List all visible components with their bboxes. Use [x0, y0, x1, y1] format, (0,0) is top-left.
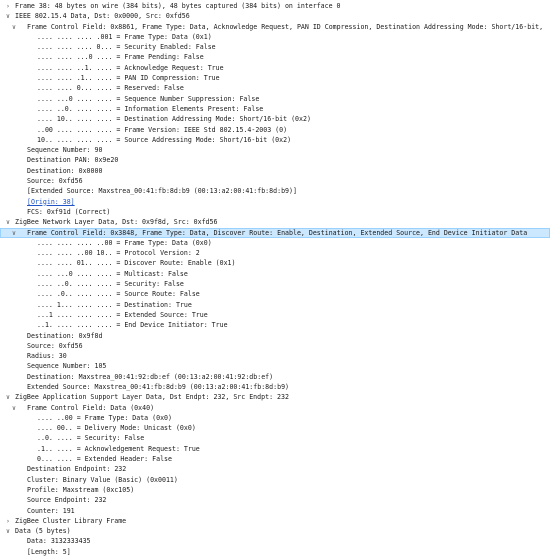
tree-row[interactable] [0, 197, 550, 207]
tree-row[interactable] [0, 320, 550, 330]
tree-row-text: .... .... .... .001 = Frame Type: Data (0x1) [37, 32, 212, 41]
tree-row-text: ZigBee Application Support Layer Data, Dst Endpt: 232, Src Endpt: 232 [15, 393, 289, 402]
tree-row-text: .1.. .... = Acknowledgement Request: True [37, 444, 200, 453]
tree-row[interactable] [0, 94, 550, 104]
tree-row-text: Sequence Number: 90 [27, 146, 103, 155]
tree-row-text: .... .... .... 0... = Security Enabled: False [37, 43, 216, 52]
tree-row[interactable] [0, 42, 550, 52]
tree-row-text: Profile: Maxstream (0xc105) [27, 485, 135, 494]
tree-row[interactable] [0, 423, 550, 433]
packet-details-tree [0, 1, 550, 557]
tree-row-text: .... .... 01.. .... = Discover Route: Enable (0x1) [37, 259, 236, 268]
tree-row-text: .... ...0 .... .... = Sequence Number Suppression: False [37, 94, 260, 103]
tree-row-text: Data (5 bytes) [15, 527, 71, 536]
tree-row-text: Destination: Maxstrea_00:41:92:db:ef (00:13:a2:00:41:92:db:ef) [27, 372, 274, 381]
tree-row-text: [Extended Source: Maxstrea_00:41:fb:8d:b9 (00:13:a2:00:41:fb:8d:b9)] [27, 187, 297, 196]
tree-row[interactable] [0, 279, 550, 289]
tree-row[interactable] [0, 104, 550, 114]
tree-row-text: ..00 .... .... .... = Frame Version: IEEE Std 802.15.4-2003 (0) [37, 125, 288, 134]
tree-row[interactable] [0, 125, 550, 135]
chevron-down-icon[interactable]: ∨ [6, 527, 10, 536]
tree-row-text: ZigBee Network Layer Data, Dst: 0x9f8d, Src: 0xfd56 [15, 218, 218, 227]
tree-row-text: Destination: 0x0000 [27, 166, 103, 175]
chevron-down-icon[interactable]: ∨ [6, 12, 10, 21]
tree-row[interactable] [0, 341, 550, 351]
tree-row[interactable] [0, 413, 550, 423]
tree-row[interactable] [0, 73, 550, 83]
tree-row[interactable] [0, 258, 550, 268]
tree-row-text: Cluster: Binary Value (Basic) (0x0011) [27, 475, 178, 484]
tree-row[interactable] [0, 454, 550, 464]
tree-row-text: Radius: 30 [27, 352, 67, 361]
tree-row[interactable] [0, 155, 550, 165]
tree-row[interactable] [0, 228, 550, 238]
tree-row-text: .... 00.. = Delivery Mode: Unicast (0x0) [37, 424, 196, 433]
tree-row[interactable] [0, 217, 550, 227]
tree-row[interactable] [0, 495, 550, 505]
tree-row[interactable] [0, 207, 550, 217]
chevron-down-icon[interactable]: ∨ [6, 393, 10, 402]
tree-row[interactable] [0, 114, 550, 124]
tree-row-text: Frame Control Field: 0x3848, Frame Type: Data, Discover Route: Enable, Destination, Extended Source, End Device Initiator Data [27, 228, 528, 237]
tree-row[interactable] [0, 269, 550, 279]
tree-row-text: ...1 .... .... .... = Extended Source: True [37, 310, 208, 319]
tree-row[interactable] [0, 300, 550, 310]
chevron-down-icon[interactable]: ∨ [12, 228, 16, 237]
tree-row-text: .... .... ..1. .... = Acknowledge Request: True [37, 63, 224, 72]
tree-row-text: Sequence Number: 105 [27, 362, 107, 371]
tree-row-text: .... .... ...0 .... = Frame Pending: False [37, 53, 204, 62]
origin-link[interactable]: [Origin: 38] [27, 197, 75, 206]
tree-row[interactable] [0, 382, 550, 392]
tree-row[interactable] [0, 186, 550, 196]
tree-row[interactable] [0, 135, 550, 145]
tree-row-text: ..1. .... .... .... = End Device Initiator: True [37, 321, 228, 330]
tree-row[interactable] [0, 372, 550, 382]
chevron-down-icon[interactable]: ∨ [12, 403, 16, 412]
tree-row-text: .... ...0 .... .... = Multicast: False [37, 269, 188, 278]
tree-row-text: Frame 38: 48 bytes on wire (384 bits), 48 bytes captured (384 bits) on interface 0 [15, 2, 341, 10]
tree-row[interactable] [0, 248, 550, 258]
tree-row[interactable] [0, 392, 550, 402]
tree-row-text: .... .... .1.. .... = PAN ID Compression: True [37, 74, 220, 83]
tree-row-text: .... ..0. .... .... = Security: False [37, 280, 184, 289]
tree-row[interactable] [0, 444, 550, 454]
tree-row[interactable] [0, 63, 550, 73]
tree-row-text: .... .... 0... .... = Reserved: False [37, 84, 184, 93]
tree-row[interactable] [0, 176, 550, 186]
tree-row[interactable] [0, 526, 550, 536]
tree-row[interactable] [0, 145, 550, 155]
tree-row-text: Source: 0xfd56 [27, 341, 83, 350]
chevron-down-icon[interactable]: ∨ [12, 22, 16, 31]
tree-row[interactable] [0, 351, 550, 361]
tree-row-text: .... ..0. .... .... = Information Elements Present: False [37, 104, 264, 113]
tree-row-text: Counter: 191 [27, 506, 75, 515]
tree-row[interactable] [0, 547, 550, 557]
tree-row[interactable] [0, 361, 550, 371]
tree-row[interactable] [0, 475, 550, 485]
tree-row[interactable] [0, 536, 550, 546]
tree-row[interactable] [0, 506, 550, 516]
tree-row-text: .... ..00 = Frame Type: Data (0x0) [37, 413, 172, 422]
tree-row-text: Extended Source: Maxstrea_00:41:fb:8d:b9 (00:13:a2:00:41:fb:8d:b9) [27, 382, 290, 391]
tree-row-text: Destination: 0x9f8d [27, 331, 103, 340]
tree-row-text: .... .0.. .... .... = Source Route: False [37, 290, 200, 299]
tree-row-text: [Length: 5] [27, 547, 71, 556]
tree-row[interactable] [0, 166, 550, 176]
tree-row[interactable] [0, 464, 550, 474]
tree-row[interactable] [0, 310, 550, 320]
chevron-down-icon[interactable]: ∨ [6, 218, 10, 227]
tree-row-text: .... 1... .... .... = Destination: True [37, 300, 192, 309]
tree-row[interactable] [0, 22, 550, 32]
tree-row[interactable] [0, 11, 550, 21]
tree-row-text: .... .... ..00 10.. = Protocol Version: 2 [37, 249, 200, 258]
tree-row[interactable] [0, 289, 550, 299]
tree-row[interactable] [0, 331, 550, 341]
chevron-right-icon[interactable]: › [6, 2, 10, 10]
chevron-right-icon[interactable]: › [6, 516, 10, 525]
tree-row-text: Data: 3132333435 [27, 537, 91, 546]
tree-row-text: ZigBee Cluster Library Frame [15, 516, 127, 525]
tree-row[interactable] [0, 485, 550, 495]
tree-row-text: Source Endpoint: 232 [27, 496, 107, 505]
tree-row-text: IEEE 802.15.4 Data, Dst: 0x0000, Src: 0xfd56 [15, 12, 190, 21]
tree-row[interactable] [0, 516, 550, 526]
tree-row-text: Destination PAN: 0x9e20 [27, 156, 119, 165]
tree-row[interactable] [0, 403, 550, 413]
tree-row-text: 10.. .... .... .... = Source Addressing Mode: Short/16-bit (0x2) [37, 135, 292, 144]
tree-row-text: ..0. .... = Security: False [37, 434, 145, 443]
tree-row[interactable] [0, 1, 550, 11]
tree-row-text: Source: 0xfd56 [27, 177, 83, 186]
tree-row-text: .... .... .... ..00 = Frame Type: Data (0x0) [37, 238, 212, 247]
tree-row-text: .... 10.. .... .... = Destination Addressing Mode: Short/16-bit (0x2) [37, 115, 311, 124]
tree-row[interactable] [0, 52, 550, 62]
tree-row-text: 0... .... = Extended Header: False [37, 455, 172, 464]
tree-row-text: Frame Control Field: 0x8861, Frame Type: Data, Acknowledge Request, PAN ID Compression, Destination Addressing Mode: Short/16-bit, [27, 22, 544, 31]
tree-row[interactable] [0, 32, 550, 42]
tree-row-text: Destination Endpoint: 232 [27, 465, 127, 474]
tree-row[interactable] [0, 238, 550, 248]
tree-row-text: FCS: 0xf91d (Correct) [27, 207, 111, 216]
tree-row-text: Frame Control Field: Data (0x40) [27, 403, 155, 412]
tree-row[interactable] [0, 83, 550, 93]
tree-row[interactable] [0, 433, 550, 443]
